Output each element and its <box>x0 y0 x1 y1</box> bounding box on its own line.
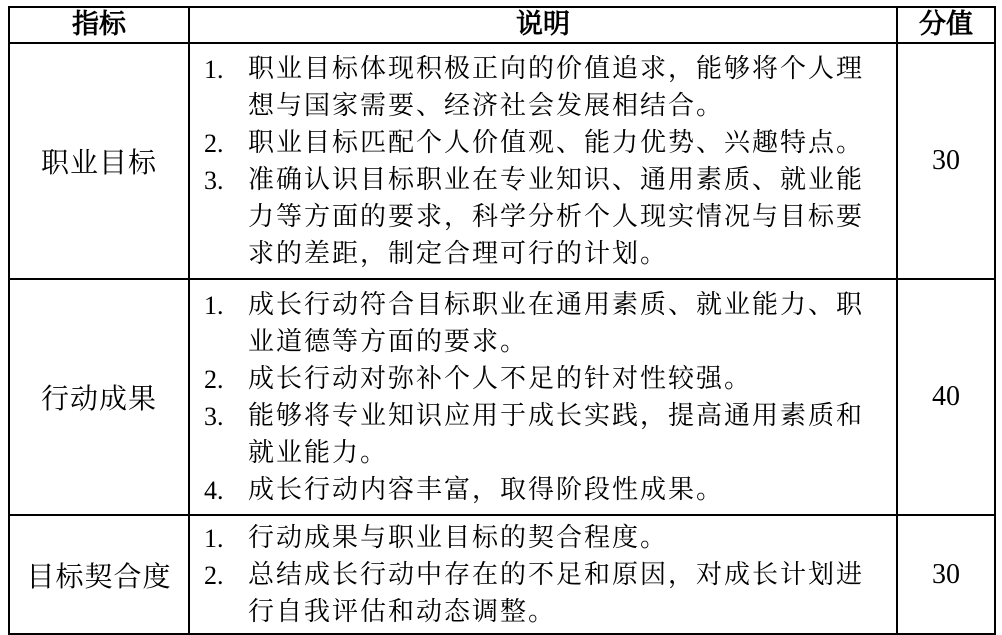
list-item <box>204 287 886 361</box>
row-indicator: 行动成果 <box>9 279 189 515</box>
list-item <box>204 361 886 398</box>
row-description <box>189 515 897 634</box>
list-item <box>204 520 886 557</box>
item-text: 成长行动符合目标职业在通用素质、就业能力、职业道德等方面的要求。 <box>248 290 865 357</box>
item-text: 职业目标匹配个人价值观、能力优势、兴趣特点。 <box>248 128 865 158</box>
item-text: 能够将专业知识应用于成长实践，提高通用素质和就业能力。 <box>248 401 865 468</box>
row-description <box>189 43 897 279</box>
list-item <box>204 125 886 162</box>
item-text: 行动成果与职业目标的契合程度。 <box>248 523 669 553</box>
item-number: 1. <box>204 291 224 320</box>
list-item <box>204 398 886 472</box>
header-description: 说明 <box>189 7 897 43</box>
item-text: 职业目标体现积极正向的价值追求，能够将个人理想与国家需要、经济社会发展相结合。 <box>248 54 865 121</box>
table-row <box>9 43 995 279</box>
list-item <box>204 557 886 631</box>
item-text: 成长行动对弥补个人不足的针对性较强。 <box>248 364 753 394</box>
item-number: 3. <box>204 402 224 431</box>
item-number: 2. <box>204 561 224 590</box>
list-item <box>204 472 886 509</box>
header-indicator: 指标 <box>9 7 189 43</box>
evaluation-table <box>8 6 996 635</box>
list-item <box>204 51 886 125</box>
item-number: 2. <box>204 365 224 394</box>
list-item <box>204 162 886 273</box>
row-score: 30 <box>897 515 995 634</box>
row-score: 40 <box>897 279 995 515</box>
row-description <box>189 279 897 515</box>
item-number: 2. <box>204 129 224 158</box>
item-text: 准确认识目标职业在专业知识、通用素质、就业能力等方面的要求，科学分析个人现实情况与目标要求的差距，制定合理可行的计划。 <box>248 165 865 269</box>
header-row <box>9 7 995 43</box>
item-number: 4. <box>204 476 224 505</box>
table-row <box>9 515 995 634</box>
header-score: 分值 <box>897 7 995 43</box>
item-text: 总结成长行动中存在的不足和原因，对成长计划进行自我评估和动态调整。 <box>248 560 865 627</box>
item-text: 成长行动内容丰富，取得阶段性成果。 <box>248 475 725 505</box>
table-row <box>9 279 995 515</box>
item-number: 1. <box>204 55 224 84</box>
row-indicator: 目标契合度 <box>9 515 189 634</box>
item-number: 3. <box>204 166 224 195</box>
row-score: 30 <box>897 43 995 279</box>
item-number: 1. <box>204 524 224 553</box>
row-indicator: 职业目标 <box>9 43 189 279</box>
